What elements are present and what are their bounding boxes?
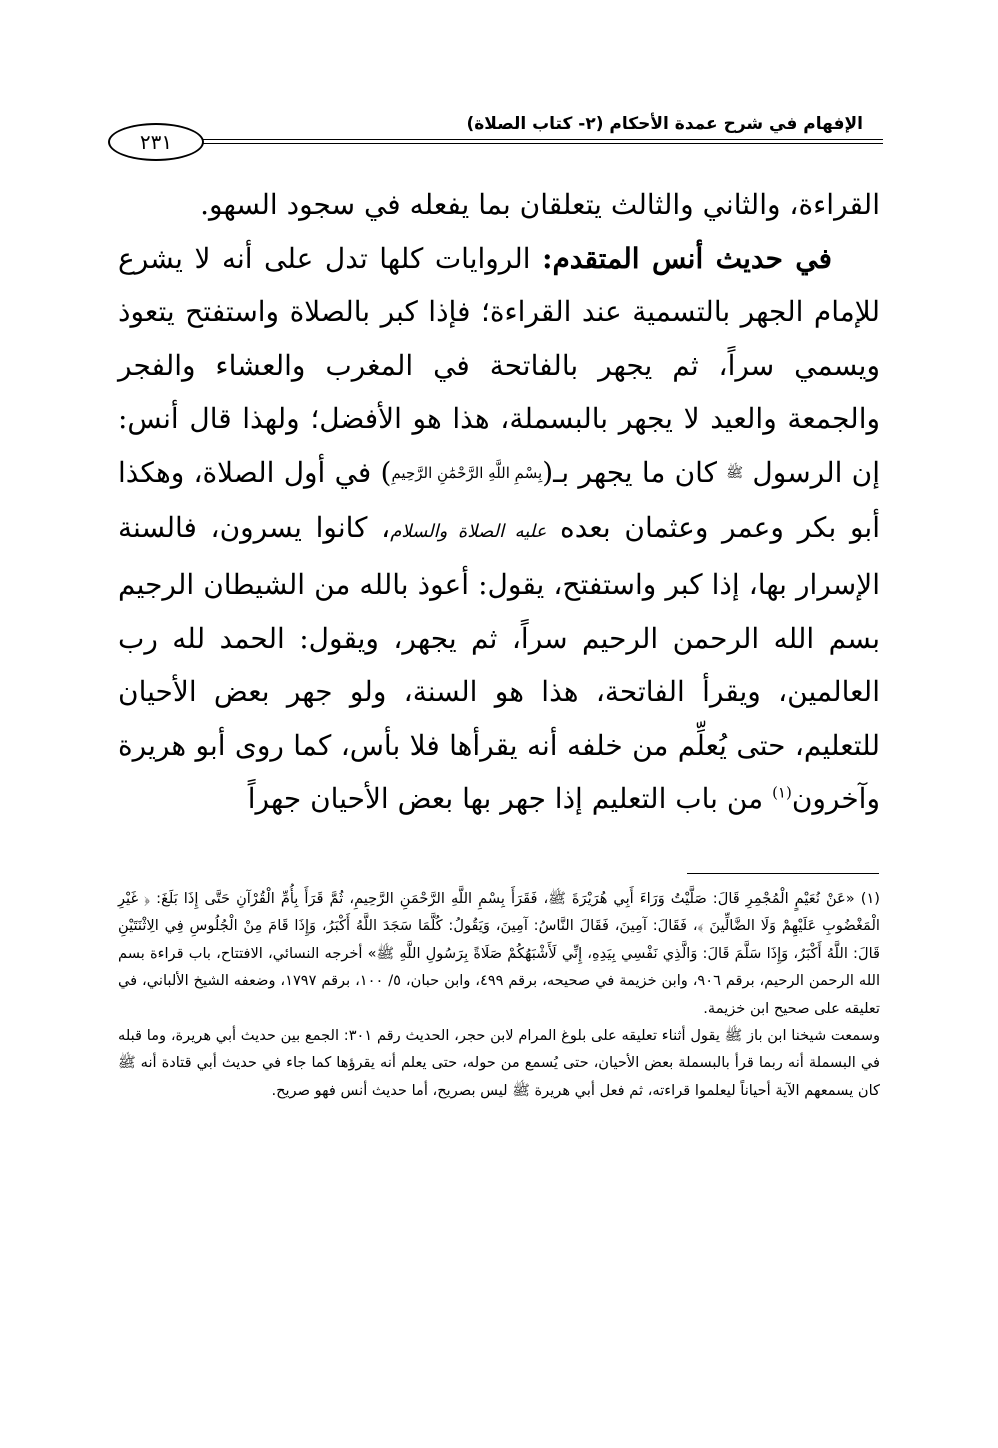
page-header — [108, 110, 883, 160]
salam-calligraphy: عليه الصلاة والسلام — [390, 520, 547, 542]
header-rule-bottom — [198, 143, 883, 144]
paragraph-2 — [118, 232, 880, 826]
footnote-1-number: (١) — [860, 890, 880, 907]
paragraph-2-text-b: كان ما يجهر بـ( — [542, 455, 727, 489]
paragraph-1 — [118, 178, 880, 232]
honorific-glyph: ﷺ — [726, 465, 744, 482]
paragraph-2-text-d: ، كانوا يسرون، فالسنة الإسرار بها، إذا كبر واستفتح، يقول: أعوذ بالله من الشيطان الرجيم بسم الله الرحمن الرحيم سراً، ثم يجهر، ويقول: الحمد لله رب العالمين، ويقرأ الفاتحة، هذا هو السنة، ولو جهر بعض الأحيان للتعليم، حتى يُعلِّم من خلفه أنه يقرأها فلا بأس، كما روى أبو هريرة وآخرون — [118, 510, 880, 816]
footnote-1-text: «عَنْ نُعَيْمٍ الْمُجْمِرِ قَالَ: صَلَّيْتُ وَرَاءَ أَبِي هُرَيْرَةَ ﷺ، فَقَرَأَ بِسْمِ اللَّهِ الرَّحْمَنِ الرَّحِيمِ، ثُمَّ قَرَأَ بِأُمِّ الْقُرْآنِ حَتَّى إِذَا بَلَغَ: ﴿ غَيْرِ الْمَغْضُوبِ عَلَيْهِمْ وَلَا الضَّالِّينَ ﴾، فَقَالَ: آمِينَ، فَقَالَ النَّاسُ: آمِينَ، وَيَقُولُ: كُلَّمَا سَجَدَ اللَّهُ أَكْبَرُ، وَإِذَا قَامَ مِنْ الْجُلُوسِ فِي الِاثْنَتَيْنِ قَالَ: اللَّهُ أَكْبَرُ، وَإِذَا سَلَّمَ قَالَ: وَالَّذِي نَفْسِي بِيَدِهِ، إِنِّي لَأَشْبَهُكُمْ صَلَاةً بِرَسُولِ اللَّهِ ﷺ» أخرجه النسائي، الافتتاح، باب قراءة بسم الله الرحمن الرحيم، برقم ٩٠٦، وابن خزيمة في صحيحه، برقم ٤٩٩، وابن حبان، ٥/ ١٠٠، برقم ١٧٩٧، وضعفه الشيخ الألباني، في تعليقه على صحيح ابن خزيمة. — [118, 890, 881, 1017]
footnote-1 — [118, 885, 880, 1022]
basmala-calligraphy: بِسْمِ اللَّهِ الرَّحْمَٰنِ الرَّحِيمِ — [391, 464, 543, 483]
paragraph-2-text-e: من باب التعليم إذا جهر بها بعض الأحيان جهراً — [247, 782, 773, 816]
paragraph-2-heading: في حديث أنس المتقدم: — [542, 241, 832, 275]
footnote-2-text: وسمعت شيخنا ابن باز ﷺ يقول أثناء تعليقه على بلوغ المرام لابن حجر، الحديث رقم ٣٠١: الجمع بين حديث أبي هريرة، وما قبله في البسملة أنه ربما قرأ بالبسملة بعض الأحيان، حتى يُسمع من حوله، حتى يعلم أنه يقرؤها كما جاء في حديث أبي قتادة أنه ﷺ كان يسمعهم الآية أحياناً ليعلموا قراءته، ثم فعل أبي هريرة ﷺ ليس بصريح، أما حديث أنس فهو صريح. — [118, 1027, 880, 1099]
footnote-1-continuation — [118, 1022, 880, 1104]
paragraph-2-text-c: ) في أول الصلاة، وهكذا أبو بكر وعمر وعثمان بعده — [118, 455, 880, 544]
footnote-reference[interactable]: (١) — [772, 783, 792, 802]
paragraph-2-text-a: الروايات كلها تدل على أنه لا يشرع للإمام الجهر بالتسمية عند القراءة؛ فإذا كبر بالصلاة واستفتح يتعوذ ويسمي سراً، ثم يجهر بالفاتحة في المغرب والعشاء والفجر والجمعة والعيد لا يجهر بالبسملة، هذا هو الأفضل؛ ولهذا قال أنس: إن الرسول — [118, 241, 881, 489]
running-title: الإفهام في شرح عمدة الأحكام (٢- كتاب الصلاة) — [466, 114, 863, 134]
footnotes — [118, 885, 880, 1104]
page-number: ٢٣١ — [108, 123, 204, 161]
paragraph-1-text: القراءة، والثاني والثالث يتعلقان بما يفعله في سجود السهو. — [200, 188, 880, 221]
header-rule-top — [198, 139, 883, 140]
main-text — [118, 178, 880, 826]
footnote-separator — [687, 873, 879, 874]
